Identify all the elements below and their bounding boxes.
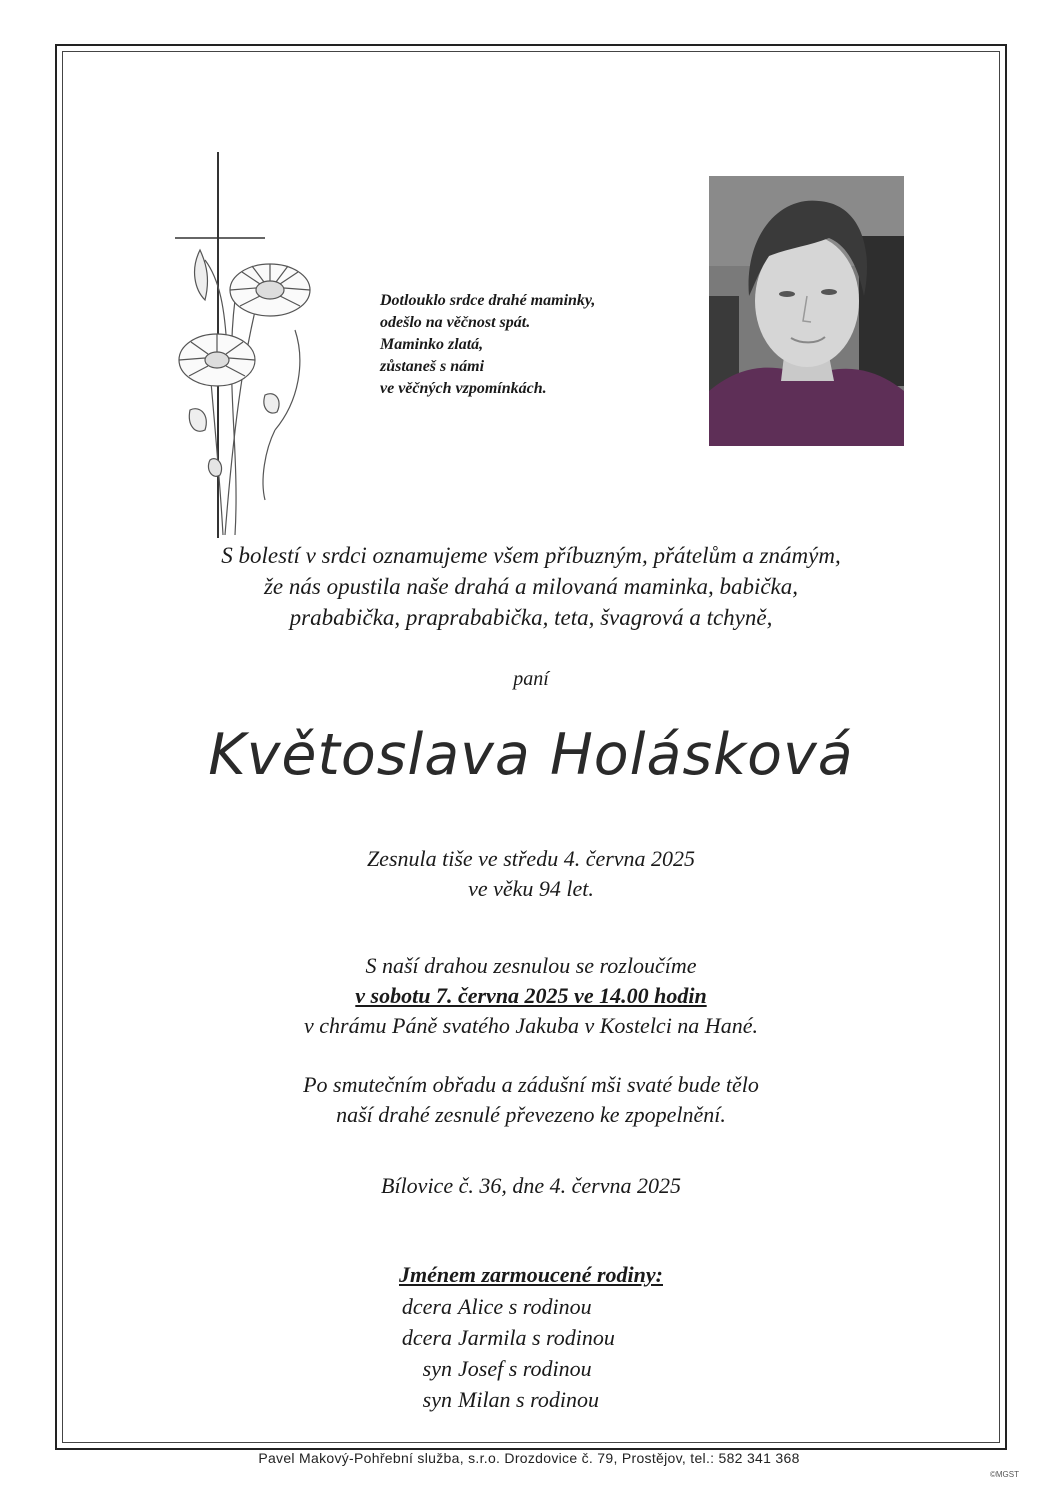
cremation-info (62, 1070, 1000, 1130)
poem (380, 290, 710, 400)
cross-with-flowers-icon (165, 150, 325, 540)
dateline: Bílovice č. 36, dne 4. června 2025 (381, 1173, 681, 1198)
death-line: ve věku 94 let. (468, 876, 594, 901)
poem-line: Dotlouklo srdce drahé maminky, (380, 292, 596, 309)
announcement-line: prababička, praprababička, teta, švagrová a tchyně, (289, 605, 773, 630)
honorific: paní (513, 668, 549, 690)
farewell-line: S naší drahou zesnulou se rozloučíme (365, 953, 697, 978)
announcement-line: S bolestí v srdci oznamujeme všem příbuzným, přátelům a známým, (221, 543, 841, 568)
portrait-photo (709, 176, 904, 446)
member-name: Milan s rodinou (458, 1387, 599, 1412)
member-relation: dcera (401, 1294, 452, 1319)
member-relation: syn (422, 1356, 452, 1381)
farewell-place: v chrámu Páně svatého Jakuba v Kostelci na Hané. (304, 1013, 758, 1038)
member-relation: syn (422, 1387, 452, 1412)
family-member (360, 1387, 700, 1413)
poem-line: zůstaneš s námi (380, 358, 485, 375)
poem-line: odešlo na věčnost spát. (380, 314, 531, 331)
announcement-line: že nás opustila naše drahá a milovaná maminka, babička, (263, 574, 799, 599)
family-member (360, 1294, 700, 1320)
member-name: Alice s rodinou (458, 1294, 592, 1319)
farewell-datetime: v sobotu 7. června 2025 ve 14.00 hodin (355, 983, 707, 1008)
poem-line: ve věčných vzpomínkách. (380, 380, 547, 397)
corner-mark: ©MGST (990, 1470, 1020, 1479)
death-info (62, 844, 1000, 904)
family-member (360, 1325, 700, 1351)
farewell-info (62, 951, 1000, 1041)
cremation-line: Po smutečním obřadu a zádušní mši svaté bude tělo (303, 1072, 759, 1097)
announcement-text (62, 540, 1000, 633)
member-relation: dcera (401, 1325, 452, 1350)
poem-line: Maminko zlatá, (380, 336, 484, 353)
family-member (360, 1356, 700, 1382)
member-name: Jarmila s rodinou (458, 1325, 615, 1350)
death-line: Zesnula tiše ve středu 4. června 2025 (366, 846, 696, 871)
family-heading: Jménem zarmoucené rodiny: (399, 1262, 663, 1287)
funeral-service-footer: Pavel Makový-Pohřební služba, s.r.o. Drozdovice č. 79, Prostějov, tel.: 582 341 368 (258, 1450, 800, 1466)
deceased-name: Květoslava Holásková (208, 722, 854, 788)
cremation-line: naší drahé zesnulé převezeno ke zpopelnění. (336, 1102, 726, 1127)
member-name: Josef s rodinou (458, 1356, 592, 1381)
